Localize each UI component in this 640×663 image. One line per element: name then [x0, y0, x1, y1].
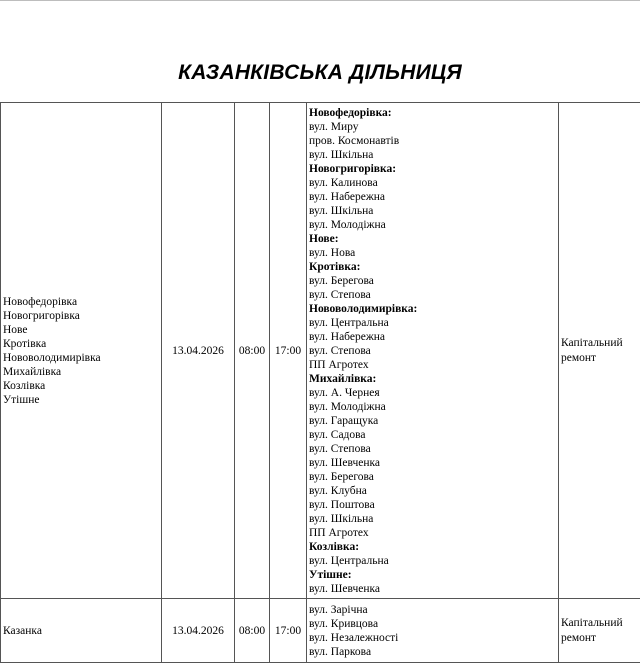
start-time-cell: 08:00 [235, 599, 270, 663]
page-title: КАЗАНКІВСЬКА ДІЛЬНИЦЯ [178, 61, 462, 84]
village-heading: Козлівка: [309, 540, 360, 553]
street-item: вул. А. Чернея [309, 386, 380, 399]
street-item: вул. Молодіжна [309, 400, 386, 413]
street-item: вул. Набережна [309, 330, 386, 343]
settlement-name: Новофедорівка [3, 295, 78, 308]
street-item: вул. Шкільна [309, 512, 374, 525]
street-item: вул. Паркова [309, 645, 372, 658]
street-item: вул. Садова [309, 428, 366, 441]
date-cell: 13.04.2026 [162, 103, 235, 599]
work-type-cell [559, 103, 640, 599]
village-heading: Михайлівка: [309, 372, 377, 385]
settlement-name: Козлівка [3, 379, 46, 392]
street-item: вул. Нова [309, 246, 356, 259]
street-item: ПП Агротех [309, 526, 369, 539]
start-time-cell: 08:00 [235, 103, 270, 599]
work-type-cell [559, 599, 640, 663]
work-type-text: Капітальний ремонт [561, 336, 623, 364]
date-cell: 13.04.2026 [162, 599, 235, 663]
outage-table [0, 102, 640, 663]
top-rule [0, 0, 640, 1]
end-time-cell: 17:00 [270, 103, 307, 599]
street-item: вул. Кривцова [309, 617, 379, 630]
settlement-name: Нове [3, 323, 28, 336]
street-item: вул. Поштова [309, 498, 375, 511]
settlement-name: Нововолодимирівка [3, 351, 101, 364]
street-item: вул. Берегова [309, 470, 374, 483]
streets-cell [307, 599, 559, 663]
end-time-cell: 17:00 [270, 599, 307, 663]
street-item: вул. Шкільна [309, 148, 374, 161]
work-type-text: Капітальний ремонт [561, 616, 623, 644]
table-row [1, 599, 640, 663]
settlements-cell [1, 103, 162, 599]
settlement-name: Казанка [3, 624, 42, 637]
village-heading: Кротівка: [309, 260, 361, 273]
street-item: ПП Агротех [309, 358, 369, 371]
street-item: вул. Шевченка [309, 582, 381, 595]
street-item: вул. Центральна [309, 316, 389, 329]
village-heading: Нове: [309, 232, 339, 245]
village-heading: Утішне: [309, 568, 352, 581]
settlement-name: Новогригорівка [3, 309, 80, 322]
street-item: вул. Калинова [309, 176, 378, 189]
street-item: вул. Степова [309, 442, 371, 455]
table-row [1, 103, 640, 599]
street-item: вул. Центральна [309, 554, 389, 567]
settlements-cell [1, 599, 162, 663]
street-item: вул. Зарічна [309, 603, 368, 616]
street-item: вул. Степова [309, 344, 371, 357]
settlement-name: Кротівка [3, 337, 47, 350]
street-item: вул. Гаращука [309, 414, 379, 427]
street-item: вул. Берегова [309, 274, 374, 287]
village-heading: Новофедорівка: [309, 106, 392, 119]
streets-cell [307, 103, 559, 599]
village-heading: Нововолодимирівка: [309, 302, 418, 315]
village-heading: Новогригорівка: [309, 162, 397, 175]
settlement-name: Утішне [3, 393, 40, 406]
street-item: вул. Шевченка [309, 456, 381, 469]
street-item: вул. Набережна [309, 190, 386, 203]
street-item: вул. Незалежності [309, 631, 399, 644]
street-item: вул. Клубна [309, 484, 367, 497]
street-item: вул. Миру [309, 120, 359, 133]
settlement-name: Михайлівка [3, 365, 62, 378]
street-item: пров. Космонавтів [309, 134, 400, 147]
street-item: вул. Степова [309, 288, 371, 301]
street-item: вул. Молодіжна [309, 218, 386, 231]
street-item: вул. Шкільна [309, 204, 374, 217]
